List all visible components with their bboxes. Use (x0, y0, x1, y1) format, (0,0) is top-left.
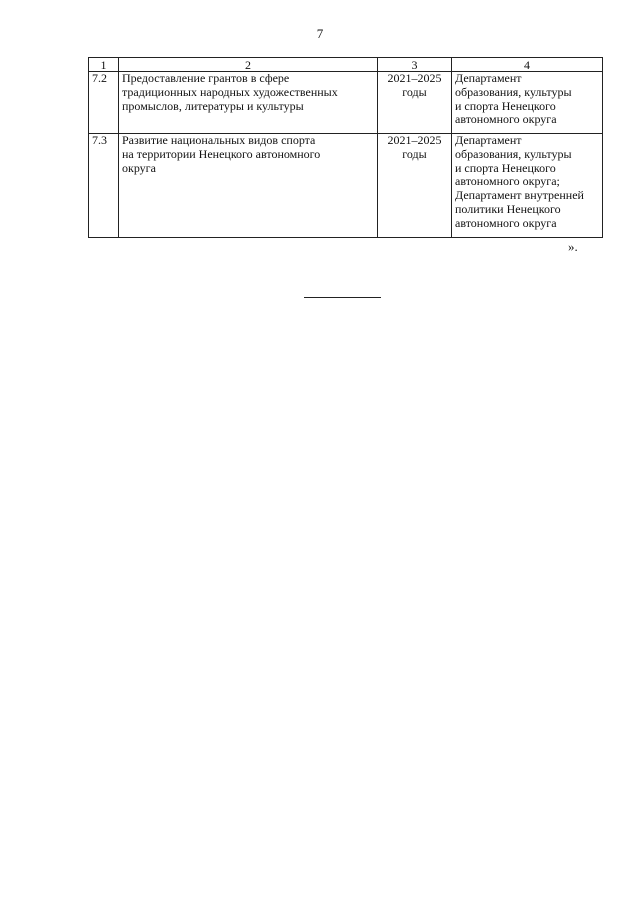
header-cell-2: 2 (119, 58, 378, 72)
measures-table (88, 57, 603, 238)
responsible-line: образования, культуры (455, 84, 572, 99)
table-header-row (89, 58, 603, 72)
measure-name-line: на территории Ненецкого автономного (122, 146, 321, 161)
period (378, 72, 452, 134)
period-line: годы (402, 84, 427, 99)
responsible-line: Департамент внутренней (455, 188, 584, 203)
row-number: 7.3 (89, 134, 119, 238)
measure-name-line: округа (122, 160, 156, 175)
period-line: 2021–2025 (387, 71, 442, 85)
responsible-line: образования, культуры (455, 146, 572, 161)
table-row (89, 72, 603, 134)
header-cell-3: 3 (378, 58, 452, 72)
period (378, 134, 452, 238)
measure-name (119, 72, 378, 134)
responsible (452, 72, 603, 134)
measure-name-line: промыслов, литературы и культуры (122, 98, 304, 113)
page-number: 7 (316, 26, 324, 41)
period-line: годы (402, 146, 427, 161)
period-line: 2021–2025 (387, 133, 442, 147)
end-separator-line (304, 297, 381, 298)
closing-quote: ». (568, 239, 578, 254)
responsible-line: автономного округа (455, 112, 557, 127)
measure-name-line: традиционных народных художественных (122, 84, 338, 99)
table-row (89, 134, 603, 238)
header-cell-1: 1 (89, 58, 119, 72)
responsible-line: автономного округа; (455, 174, 560, 189)
header-cell-4: 4 (452, 58, 603, 72)
measure-name-line: Предоставление грантов в сфере (122, 71, 290, 85)
responsible-line: и спорта Ненецкого (455, 98, 556, 113)
measure-name-line: Развитие национальных видов спорта (122, 133, 316, 147)
responsible (452, 134, 603, 238)
responsible-line: Департамент (455, 133, 522, 147)
responsible-line: и спорта Ненецкого (455, 160, 556, 175)
measure-name (119, 134, 378, 238)
row-number: 7.2 (89, 72, 119, 134)
responsible-line: политики Ненецкого (455, 201, 561, 216)
responsible-line: автономного округа (455, 215, 557, 230)
responsible-line: Департамент (455, 71, 522, 85)
